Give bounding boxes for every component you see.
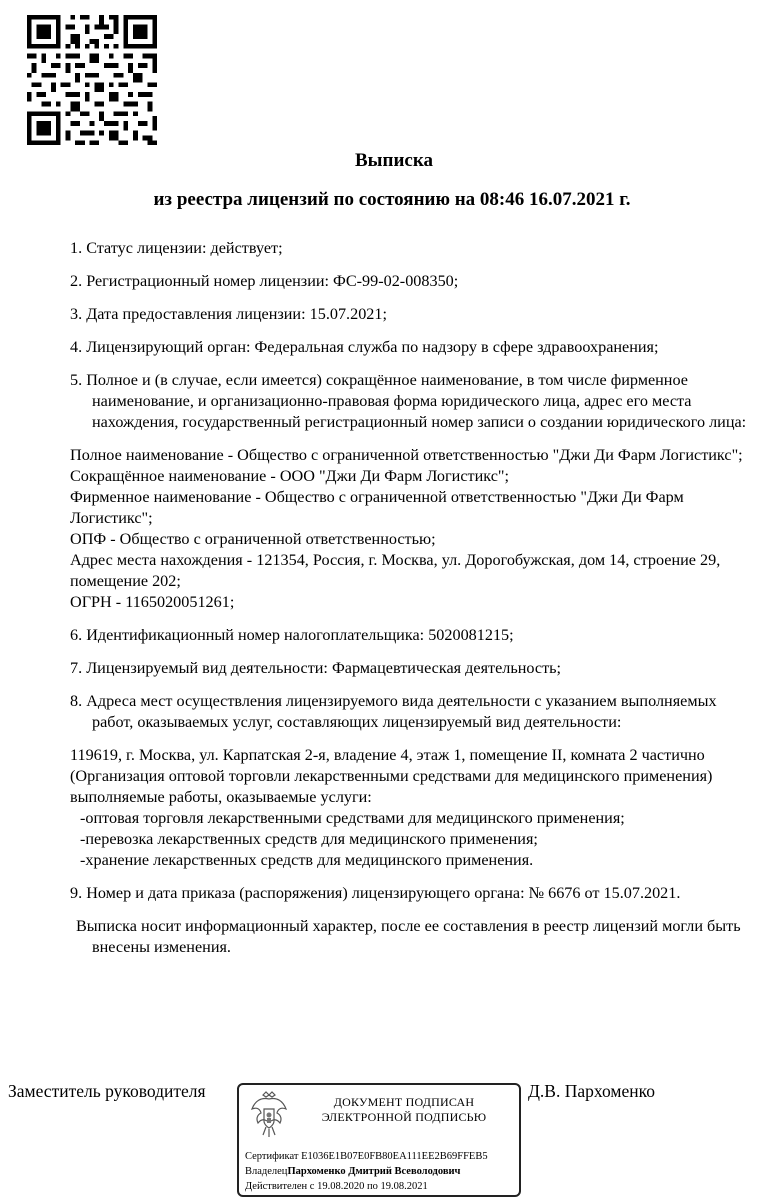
coat-of-arms-icon [249,1089,289,1141]
item-5: 5. Полное и (в случае, если имеется) сокращённое наименование, в том числе фирменное наименование, и организационно-правовая форма юридического лица, адрес его места нахождения, государственный регистрационный номер записи о создании юридического лица: [70,371,747,431]
electronic-signature-stamp [237,1083,521,1197]
disclaimer-note: Выписка носит информационный характер, после ее составления в реестр лицензий могли быть внесены изменения. [76,917,741,956]
stamp-owner-label: Владелец [245,1166,288,1177]
item-2: 2. Регистрационный номер лицензии: ФС-99-02-008350; [70,272,459,290]
org-opf: ОПФ - Общество с ограниченной ответственностью; [70,530,436,548]
organization-block [70,445,760,613]
item-9: 9. Номер и дата приказа (распоряжения) лицензирующего органа: № 6676 от 15.07.2021. [70,884,681,902]
work-item: -хранение лекарственных средств для медицинского применения. [80,851,534,869]
activity-address-block [70,745,760,871]
signer-position: Заместитель руководителя [8,1081,206,1101]
stamp-details [245,1149,488,1194]
signer-name: Д.В. Пархоменко [528,1081,655,1101]
qr-code-icon [22,10,162,150]
org-short-name: Сокращённое наименование - ООО "Джи Ди Фарм Логистикс"; [70,467,510,485]
stamp-cert-label: Сертификат [245,1151,299,1162]
works-label: выполняемые работы, оказываемые услуги: [70,788,372,806]
item-3: 3. Дата предоставления лицензии: 15.07.2021; [70,305,387,323]
stamp-line-1: ДОКУМЕНТ ПОДПИСАН [333,1095,475,1109]
document-subtitle: из реестра лицензий по состоянию на 08:46 16.07.2021 г. [153,189,631,210]
item-8: 8. Адреса мест осуществления лицензируемого вида деятельности с указанием выполняемых работ, оказываемых услуг, составляющих лицензируемый вид деятельности: [70,692,717,731]
stamp-owner-value: Пархоменко Дмитрий Всеволодович [287,1166,461,1177]
stamp-line-2: ЭЛЕКТРОННОЙ ПОДПИСЬЮ [321,1110,487,1124]
org-full-name: Полное наименование - Общество с ограниченной ответственностью "Джи Ди Фарм Логистикс"; [70,446,743,464]
activity-address: 119619, г. Москва, ул. Карпатская 2-я, владение 4, этаж 1, помещение II, комната 2 частично (Организация оптовой торговли лекарственными средствами для медицинского применения) [70,746,713,785]
org-address: Адрес места нахождения - 121354, Россия, г. Москва, ул. Дорогобужская, дом 14, строение 29, помещение 202; [70,551,721,590]
org-brand-name: Фирменное наименование - Общество с ограниченной ответственностью "Джи Ди Фарм Логистикс"; [70,488,684,527]
item-6: 6. Идентификационный номер налогоплательщика: 5020081215; [70,626,514,644]
item-1: 1. Статус лицензии: действует; [70,239,283,257]
stamp-owner-row [245,1164,488,1179]
stamp-heading [299,1095,509,1125]
stamp-cert-row [245,1149,488,1164]
stamp-validity: Действителен с 19.08.2020 по 19.08.2021 [245,1181,428,1192]
document-body [70,238,760,958]
work-item: -перевозка лекарственных средств для медицинского применения; [80,830,538,848]
item-7: 7. Лицензируемый вид деятельности: Фармацевтическая деятельность; [70,659,562,677]
stamp-cert-value: E1036E1B07E0FB80EA111EE2B69FFEB5 [301,1151,488,1162]
work-item: -оптовая торговля лекарственными средствами для медицинского применения; [80,809,625,827]
org-ogrn: ОГРН - 1165020051261; [70,593,235,611]
document-title: Выписка [355,150,433,171]
item-4: 4. Лицензирующий орган: Федеральная служба по надзору в сфере здравоохранения; [70,338,659,356]
